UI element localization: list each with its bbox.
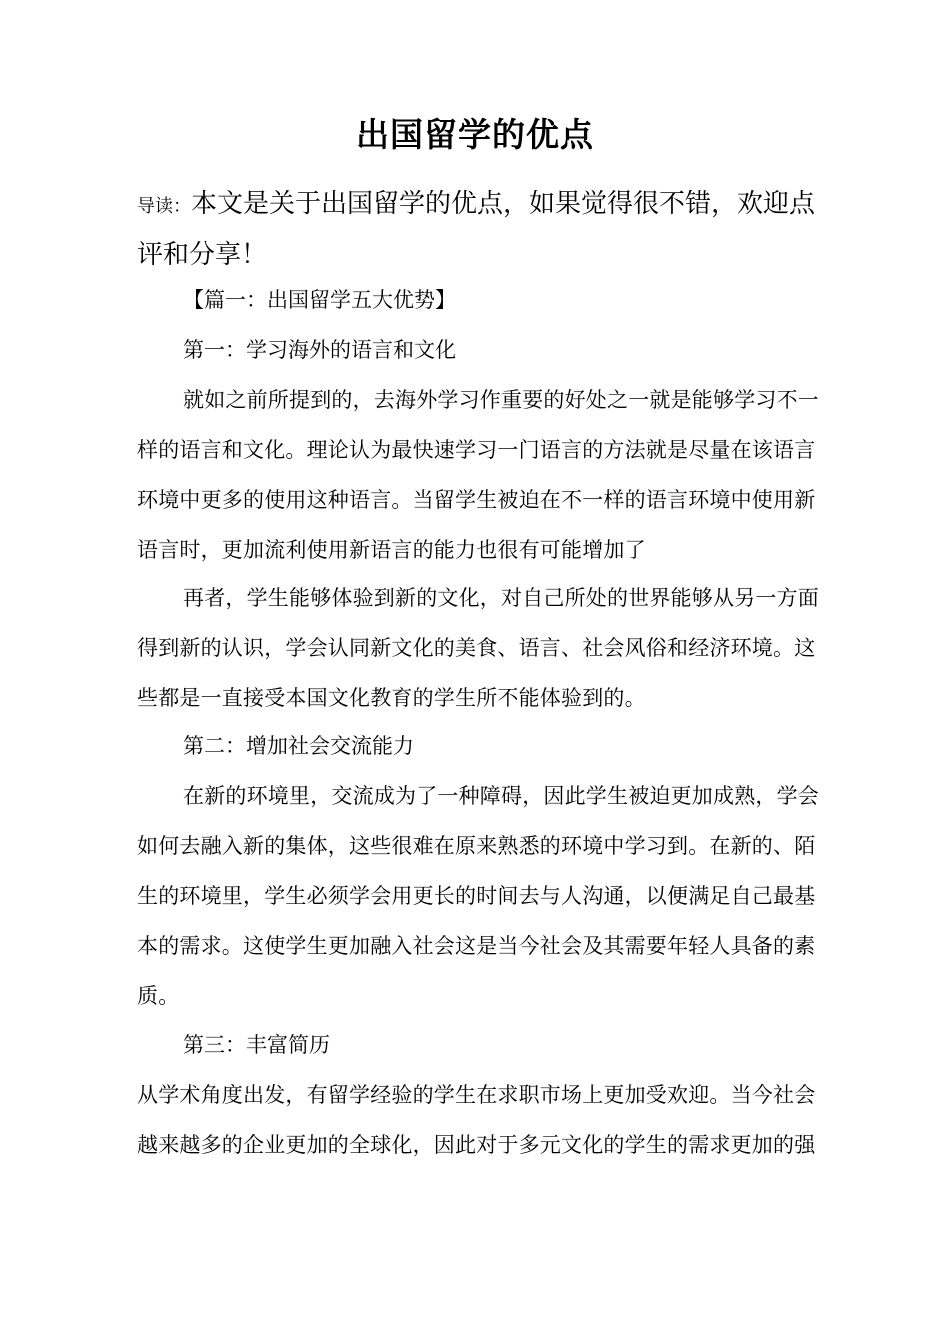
section-3-paragraph-1: 从学术角度出发，有留学经验的学生在求职市场上更加受欢迎。当今社会越来越多的企业更加的全球化，因此对于多元文化的学生的需求更加的强 xyxy=(137,1083,816,1157)
section-heading-1: 第一：学习海外的语言和文化 xyxy=(183,338,456,362)
part-heading: 【篇一：出国留学五大优势】 xyxy=(183,288,456,312)
document-title: 出国留学的优点 xyxy=(356,115,594,154)
section-heading-2: 第二：增加社会交流能力 xyxy=(183,734,414,758)
intro-text: 本文是关于出国留学的优点，如果觉得很不错，欢迎点评和分享！ xyxy=(137,189,816,270)
section-heading-3: 第三：丰富简历 xyxy=(183,1033,330,1057)
intro-label: 导读： xyxy=(137,196,191,217)
intro-paragraph xyxy=(137,180,827,279)
section-2-paragraph-1: 在新的环境里，交流成为了一种障碍，因此学生被迫更加成熟，学会如何去融入新的集体，这些很难在原来熟悉的环境中学习到。在新的、陌生的环境里，学生必须学会用更长的时间去与人沟通，以便满足自己最基本的需求。这使学生更加融入社会这是当今社会及其需要年轻人具备的素质。 xyxy=(137,784,819,1008)
section-1-paragraph-2: 再者，学生能够体验到新的文化，对自己所处的世界能够从另一方面得到新的认识，学会认同新文化的美食、语言、社会风俗和经济环境。这些都是一直接受本国文化教育的学生所不能体验到的。 xyxy=(137,586,819,710)
section-1-paragraph-1: 就如之前所提到的，去海外学习作重要的好处之一就是能够学习不一样的语言和文化。理论认为最快速学习一门语言的方法就是尽量在该语言环境中更多的使用这种语言。当留学生被迫在不一样的语言环境中使用新语言时，更加流利使用新语言的能力也很有可能增加了 xyxy=(137,388,819,562)
